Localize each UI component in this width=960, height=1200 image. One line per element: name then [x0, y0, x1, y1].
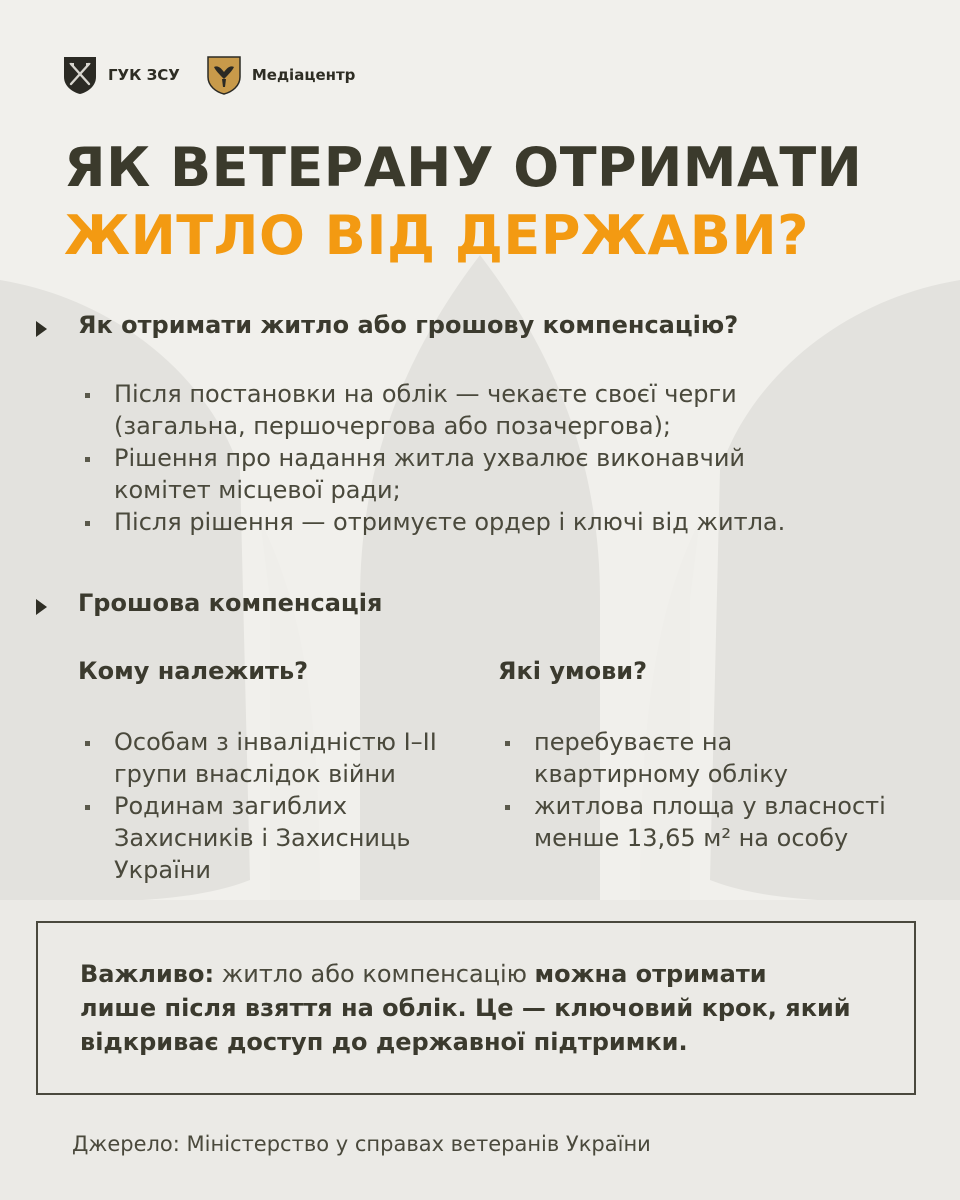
page-title	[64, 134, 862, 270]
org2-label: Медіацентр	[251, 66, 356, 84]
conditions-heading: Які умови?	[498, 657, 648, 685]
org1-logo	[62, 55, 180, 95]
list-item: перебуваєте на квартирному обліку	[500, 726, 940, 790]
bullet-icon	[85, 741, 90, 746]
important-note-box	[36, 921, 916, 1095]
list-item: житлова площа у власності менше 13,65 м² на особу	[500, 790, 940, 854]
bullet-icon	[85, 521, 90, 526]
title-line-2: ЖИТЛО ВІД ДЕРЖАВИ?	[64, 204, 809, 267]
list-item: Після постановки на облік — чекаєте своєї черги (загальна, першочергова або позачергова);	[80, 378, 900, 442]
conditions-list	[500, 726, 940, 854]
shield-swords-icon	[62, 55, 98, 95]
play-triangle-icon	[36, 599, 47, 615]
eagle-shield-icon	[206, 55, 242, 95]
important-note-text: Важливо: житло або компенсацію можна отримати лише після взяття на облік. Це — ключовий крок, який відкриває доступ до державної підтримки.	[80, 960, 851, 1056]
eligibility-heading: Кому належить?	[78, 657, 309, 685]
header	[62, 50, 381, 100]
section2-heading: Грошова компенсація	[78, 589, 383, 617]
bullet-icon	[85, 393, 90, 398]
eligibility-list	[80, 726, 480, 886]
section1-list	[80, 378, 900, 538]
source-text: Джерело: Міністерство у справах ветеранів України	[72, 1132, 651, 1156]
list-item: Особам з інвалідністю І–ІІ групи внаслідок війни	[80, 726, 480, 790]
org2-logo	[206, 55, 356, 95]
list-item: Після рішення — отримуєте ордер і ключі від житла.	[80, 506, 900, 538]
section1-heading: Як отримати житло або грошову компенсацію?	[78, 311, 739, 339]
list-item: Родинам загиблих Захисників і Захисниць України	[80, 790, 480, 886]
play-triangle-icon	[36, 321, 47, 337]
bullet-icon	[505, 805, 510, 810]
bullet-icon	[85, 457, 90, 462]
title-line-1: ЯК ВЕТЕРАНУ ОТРИМАТИ	[64, 136, 863, 199]
bullet-icon	[505, 741, 510, 746]
org1-label: ГУК ЗСУ	[108, 66, 180, 84]
bullet-icon	[85, 805, 90, 810]
list-item: Рішення про надання житла ухвалює виконавчий комітет місцевої ради;	[80, 442, 900, 506]
